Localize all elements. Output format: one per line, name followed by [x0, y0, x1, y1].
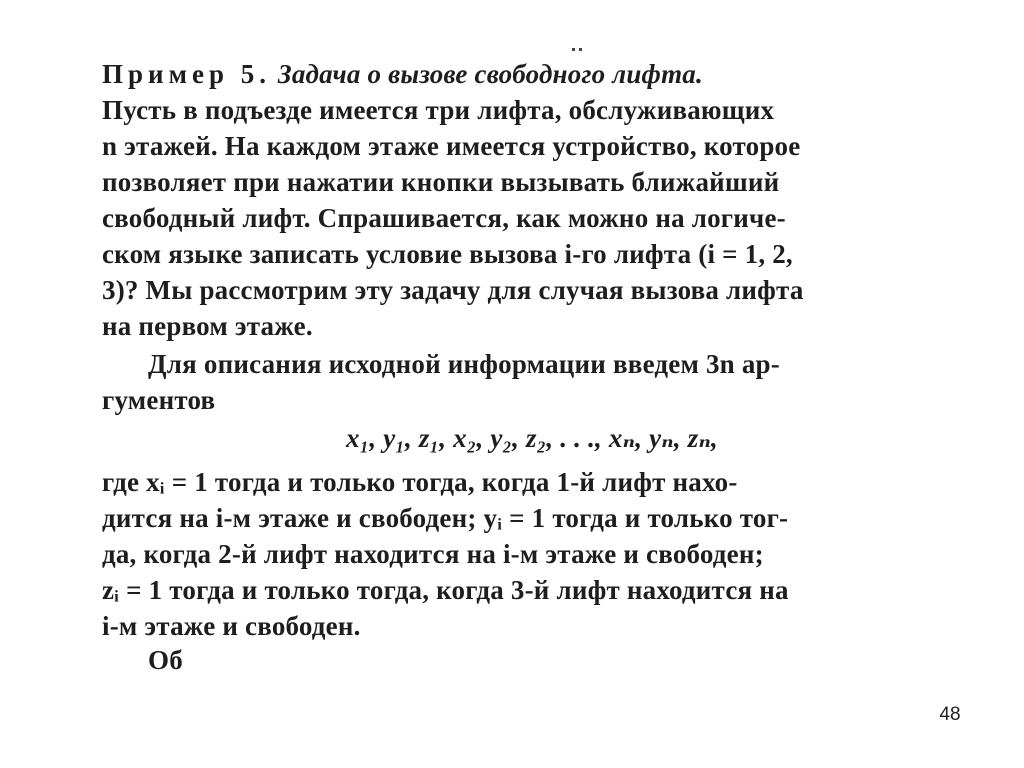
text-line: n этажей. На каждом этаже имеется устройство, которое	[102, 131, 801, 161]
text-line: позволяет при нажатии кнопки вызывать ближайший	[102, 167, 780, 197]
text-line: i-м этаже и свободен.	[102, 611, 361, 641]
example-title: Задача о вызове свободного лифта.	[277, 59, 703, 89]
scan-speckles	[572, 38, 596, 42]
example-heading-line	[102, 56, 703, 92]
text-line: на первом этаже.	[102, 311, 313, 341]
text-line: Пусть в подъезде имеется три лифта, обслуживающих	[102, 95, 775, 125]
cut-off-line: Об	[148, 645, 183, 675]
text-line: Для описания исходной информации введем 3n ар-	[148, 349, 780, 379]
formula-line: x₁, y₁, z₁, x₂, y₂, z₂, . . ., xₙ, yₙ, zₙ,	[346, 423, 718, 453]
text-line: zᵢ = 1 тогда и только тогда, когда 3-й лифт находится на	[102, 575, 789, 605]
text-line: гументов	[102, 385, 216, 415]
text-line: дится на i-м этаже и свободен; yᵢ = 1 тогда и только тог-	[102, 503, 789, 533]
text-line: да, когда 2-й лифт находится на i-м этаже и свободен;	[102, 539, 764, 569]
example-label: Пример 5.	[102, 59, 271, 89]
text-line: 3)? Мы рассмотрим эту задачу для случая вызова лифта	[102, 275, 804, 305]
scanned-page	[92, 30, 972, 675]
text-line: ском языке записать условие вызова i-го лифта (i = 1, 2,	[102, 239, 793, 269]
text-line: свободный лифт. Спрашивается, как можно на логиче-	[102, 203, 786, 233]
text-line: где xᵢ = 1 тогда и только тогда, когда 1-й лифт нахо-	[102, 467, 738, 497]
page-number: 48	[939, 704, 961, 725]
